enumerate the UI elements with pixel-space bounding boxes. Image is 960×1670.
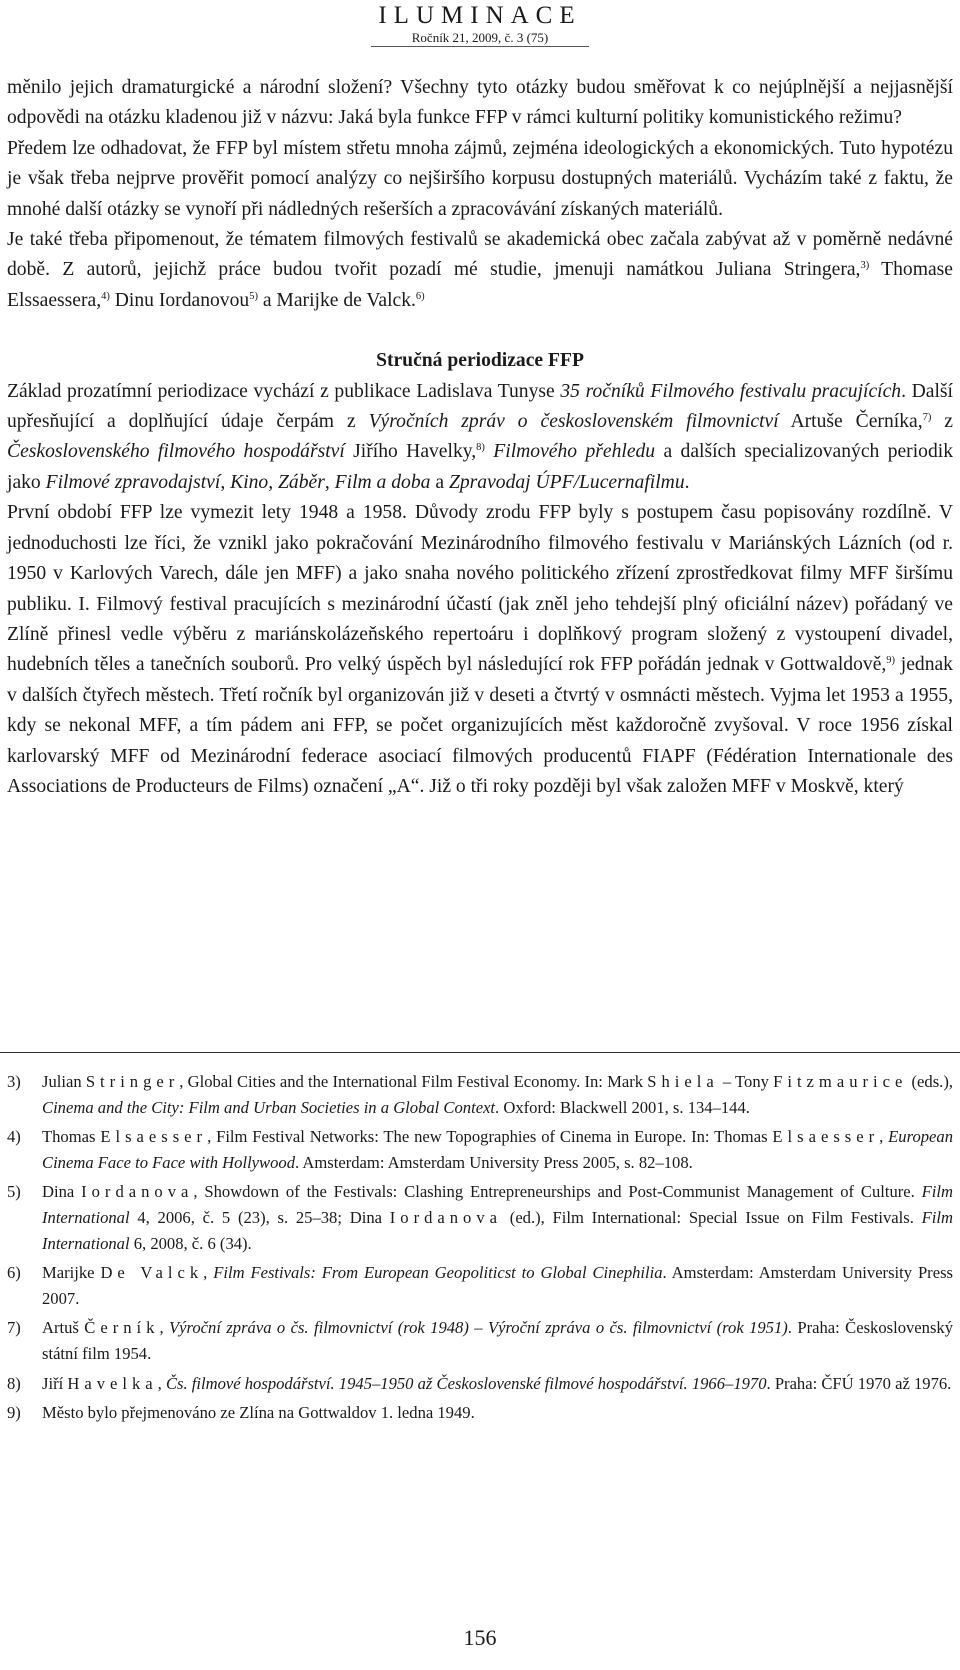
paragraph: Předem lze odhadovat, že FFP byl místem střetu mnoha zájmů, zejména ideologických a ekonomických. Tuto hypotézu je však třeba nejprve prověřit pomocí analýzy co nejširšího korpusu dostupných materiálů. Vycházím také z faktu, že mnohé další otázky se vynoří při nádledných rešerších a zpracovávání získaných materiálů. xyxy=(7,137,953,220)
footnote-ref[interactable]: 7) xyxy=(922,412,932,424)
footnote-number: 6) xyxy=(7,1263,21,1283)
article-body xyxy=(7,73,953,802)
footnote-number: 8) xyxy=(7,1373,21,1393)
footnote-number: 4) xyxy=(7,1127,21,1147)
footnote-ref[interactable]: 8) xyxy=(476,442,485,454)
footnote-text: Artuš Černík, Výroční zpráva o čs. filmovnictví (rok 1948) – Výroční zpráva o čs. filmovnictví (rok 1951). Praha: Československý státní film 1954. xyxy=(42,1318,954,1363)
footnote-ref[interactable]: 6) xyxy=(415,290,425,302)
footnote-number: 3) xyxy=(7,1072,21,1091)
page-number: 156 xyxy=(463,1625,497,1650)
header-divider xyxy=(371,46,589,47)
footnote-text: Město bylo přejmenováno ze Zlína na Gottwaldov 1. ledna 1949. xyxy=(42,1403,475,1423)
footnote xyxy=(7,1124,953,1175)
footnote-text: Jiří Havelka, Čs. filmové hospodářství. 1945–1950 až Československé filmové hospodářství. 1966–1970. Praha: ČFÚ 1970 až 1976. xyxy=(42,1373,952,1393)
paragraph: První období FFP lze vymezit lety 1948 a 1958. Důvody zrodu FFP byly s postupem času popisovány rozdílně. V jednoduchosti lze říci, že vznikl jako pokračování Mezinárodního filmového festivalu v Mariánských Lázních (od r. 1950 v Karlových Varech, dále jen MFF) a jako snaha nového politického zřízení zprostředkovat filmy MFF širšímu publiku. I. Filmový festival pracujících s mezinárodní účastí (jak zněl jeho tehdejší plný oficiální název) pořádaný ve Zlíně přinesl vedle výběru z mariánskolázeňského repertoáru i doplňkový program složený z vystoupení divadel, hudebních těles a tanečních souborů. Pro velký úspěch byl následující rok FFP pořádán jednak v Gottwaldově,$^{9)}$ jednak v dalších čtyřech městech. Třetí ročník byl organizován již v deseti a čtvrtý v osmnácti městech. Vyjma let 1953 a 1955, kdy se nekonal MFF, a tím pádem ani FFP, se počet organizujících měst každoročně zvyšoval. V roce 1956 získal karlovarský MFF od Mezinárodní federace asociací filmových producentů FIAPF (Fédération Internationale des Associations de Producteurs de Films) označení „A“. Již o tři roky později byl však založen MFF v Moskvě, který xyxy=(7,502,953,797)
footnote xyxy=(7,1179,953,1256)
footnotes xyxy=(7,1069,953,1430)
footnote xyxy=(7,1371,953,1397)
footnote-number: 9) xyxy=(7,1403,21,1423)
footnote-text: Julian Stringer, Global Cities and the International Film Festival Economy. In: Mark Shiela – Tony Fitzmaurice (eds.), Cinema and the City: Film and Urban Societies in a Global Context. Oxford: Blackwell 2001, s. 134–144. xyxy=(42,1072,954,1117)
footnote-ref[interactable]: 3) xyxy=(860,260,870,272)
footnote-text: Dina Iordanova, Showdown of the Festivals: Clashing Entrepreneurships and Post-Communist Management of Culture. Film International 4, 2006, č. 5 (23), s. 25–38; Dina Iordanova (ed.), Film International: Special Issue on Film Festivals. Film International 6, 2008, č. 6 (34). xyxy=(42,1182,953,1253)
footnote-divider xyxy=(0,1052,960,1053)
paragraph: Je také třeba připomenout, že tématem filmových festivalů se akademická obec začala zabývat až v poměrně nedávné době. Z autorů, jejichž práce budou tvořit pozadí mé studie, jmenuji namátkou Juliana Stringera,$^{3)}$ Thomase Elssaessera,$^{4)}$ Dinu Iordanovou$^{5)}$ a Marijke de Valck.$^{6)}$ xyxy=(7,229,953,311)
footnote xyxy=(7,1260,953,1311)
footnote-text: Marijke De Valck, Film Festivals: From European Geopoliticst to Global Cinephilia. Amsterdam: Amsterdam University Press 2007. xyxy=(42,1263,953,1308)
footnote-text: Thomas Elsaesser, Film Festival Networks: The new Topographies of Cinema in Europe. In: Thomas Elsaesser, European Cinema Face to Face with Hollywood. Amsterdam: Amsterdam University Press 2005, s. 82–108. xyxy=(42,1127,953,1172)
footnote-number: 5) xyxy=(7,1182,21,1202)
journal-title: ILUMINACE xyxy=(378,2,582,29)
footnote xyxy=(7,1069,953,1120)
running-header xyxy=(0,0,960,46)
section-heading: Stručná periodizace FFP xyxy=(376,350,584,372)
footnote xyxy=(7,1315,953,1366)
footnote-ref[interactable]: 9) xyxy=(886,655,896,667)
footnote-ref[interactable]: 4) xyxy=(101,290,110,302)
paragraph: Základ prozatímní periodizace vychází z publikace Ladislava Tunyse 35 ročníků Filmového festivalu pracujících. Další upřesňující a doplňující údaje čerpám z Výročních zpráv o československém filmovnictví Artuše Černíka,$^{7)}$ z Československého filmového hospodářství Jiřího Havelky,$^{8)}$ Filmového přehledu a dalších specializovaných periodik jako Filmové zpravodajství, Kino, Záběr, Film a doba a Zpravodaj ÚPF/Lucernafilmu. xyxy=(7,380,954,493)
footnote-number: 7) xyxy=(7,1318,21,1338)
footnote xyxy=(7,1400,953,1426)
paragraph: měnilo jejich dramaturgické a národní složení? Všechny tyto otázky budou směřovat k co nejúplnější a nejjasnější odpovědi na otázku kladenou již v názvu: Jaká byla funkce FFP v rámci kulturní politiky komunistického režimu? xyxy=(7,77,953,129)
issue-info: Ročník 21, 2009, č. 3 (75) xyxy=(411,30,549,45)
footnote-ref[interactable]: 5) xyxy=(249,290,258,302)
